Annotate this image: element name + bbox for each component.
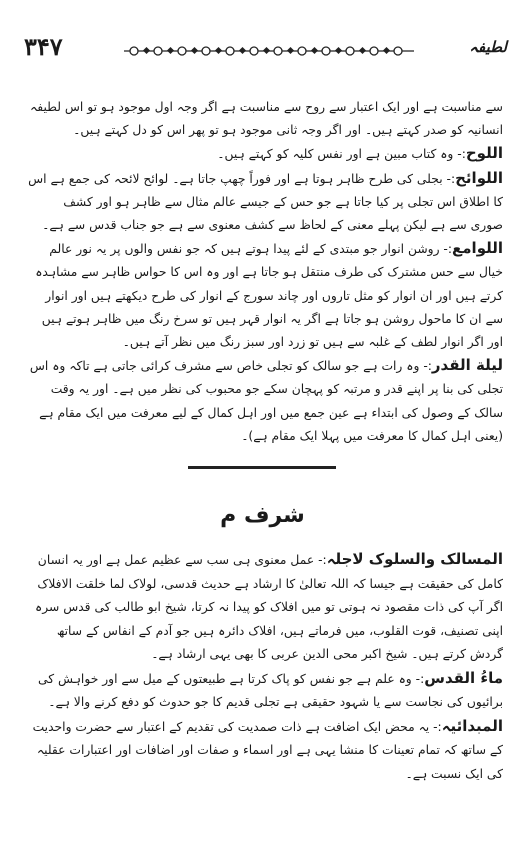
entry-term: اللوح (465, 144, 503, 163)
ornamental-border (124, 44, 414, 58)
entry-text: :- بجلی کی طرح ظاہر ہوتا ہے اور فوراً چھپ جاتا ہے۔ لوائح لائحہ کی جمع ہے اس کا اطلاق اس تجلی پر کیا جاتا ہے جو حس کے جیسے عالم مثال سے ظاہر ہو اور کشف صوری سے ہے لیکن پہلے معنی کے لحاظ سے کشف معنوی سے ہے جو جناب قدس سے ہے۔ (28, 171, 503, 233)
running-head: لطیفہ (469, 38, 507, 56)
section-divider (188, 466, 336, 469)
entry-paragraph (26, 715, 503, 787)
page-header (14, 32, 511, 66)
entry-paragraph (28, 237, 503, 354)
entry-term: اللوائح (455, 168, 503, 187)
entry-paragraph (26, 548, 503, 667)
entry-text: :- وہ کتاب مبین ہے اور نفس کلیہ کو کہتے ہیں۔ (217, 147, 466, 162)
entry-term: المبدائیہ (441, 716, 503, 735)
entry-paragraph (28, 142, 503, 166)
page-number: ۳۴۷ (24, 32, 63, 61)
entry-text: :- وہ علم ہے جو نفس کو پاک کرتا ہے طبیعتوں کے میل سے اور خواہش کی برائیوں کی نجاست سے یا شہود حقیقی ہے تجلی قدیم کا جو حدوث کو دفع کرنے والا ہے۔ (38, 671, 503, 709)
top-text-block (28, 96, 503, 448)
section-title: شرف م (220, 503, 305, 528)
entry-text: :- روشن انوار جو مبتدی کے لئے پیدا ہوتے ہیں کہ جو نفس والوں پر یہ نور عالم خیال سے حس مشترک کی طرف منتقل ہو جاتا ہے اور وہ اس کا حواس ظاہر سے مشاہدہ کرتے ہیں اور ان انوار کو مثل تاروں اور چاند سورج کے انوار کی طرح دیکھتے ہیں اور انوار سے ان کا ماحول روشن ہو جاتا ہے اگر یہ انوار قہر ہیں تو سرخ رنگ میں ظاہر ہوتے ہیں اور اگر انوار لطف کے غلبہ سے ہیں تو زرد اور سبز رنگ میں نظر آتے ہیں۔ (35, 242, 503, 350)
entry-paragraph (26, 667, 503, 715)
entry-paragraph (28, 354, 503, 448)
entry-term: ماءُ القدس (424, 668, 503, 687)
section-text-block (26, 548, 503, 786)
entry-text: :- یہ محض ایک اضافت ہے ذات صمدیت کی تقدیم کے اعتبار سے حضرت واحدیت کے ساتھ کہ تمام تعینات کا منشا یہی ہے اور اسماء و صفات اور اضافات اور اعتبارات عقلیہ کی ایک نسبت ہے۔ (32, 719, 503, 781)
entry-text: :- وہ رات ہے جو سالک کو تجلی خاص سے مشرف کرائی جاتی ہے تاکہ وہ اس تجلی کی بنا پر اپنے قدر و مرتبہ کو پہچان سکے جو محبوب کی نظر میں ہے۔ اور یہ وقت سالک کے وصول کی ابتداء ہے عین جمع میں اور اہل کمال کے لیے معرفت میں ایک مقام ہے (یعنی اہل کمال کا معرفت میں پہلا ایک مقام ہے)۔ (29, 359, 503, 443)
entry-term: المسالک والسلوک لاجلہ (326, 550, 503, 568)
entry-term: لیلة القدر (431, 356, 503, 375)
entry-text: :- عمل معنوی ہی سب سے عظیم عمل ہے اور یہ انسان کامل کی حقیقت ہے جیسا کہ اللہ تعالیٰ کا ارشاد ہے حدیث قدسی، لولاک لما خلقت الافلاک اگر آپ کی ذات مقصود نہ ہوتی تو میں افلاک کو پیدا نہ کرتا، شیخ ابو طالب کی قدس سرہ اپنی تصنیف، قوت القلوب، میں فرماتے ہیں، افلاک دائرہ ہیں جو آدم کے انفاس کے ساتھ گردش کرتے ہیں۔ شیخ اکبر محی الدین عربی کا بھی یہی ارشاد ہے۔ (35, 553, 503, 661)
entry-term: اللوامع (452, 239, 503, 258)
intro-paragraph: سے مناسبت ہے اور ایک اعتبار سے روح سے مناسبت ہے اگر وجہ اول موجود ہو تو اس لطیفہ انسانیہ کو صدر کہتے ہیں۔ اور اگر وجہ ثانی موجود ہو تو پھر اس کو دل کہتے ہیں۔ (30, 100, 503, 138)
entry-paragraph (28, 167, 503, 238)
